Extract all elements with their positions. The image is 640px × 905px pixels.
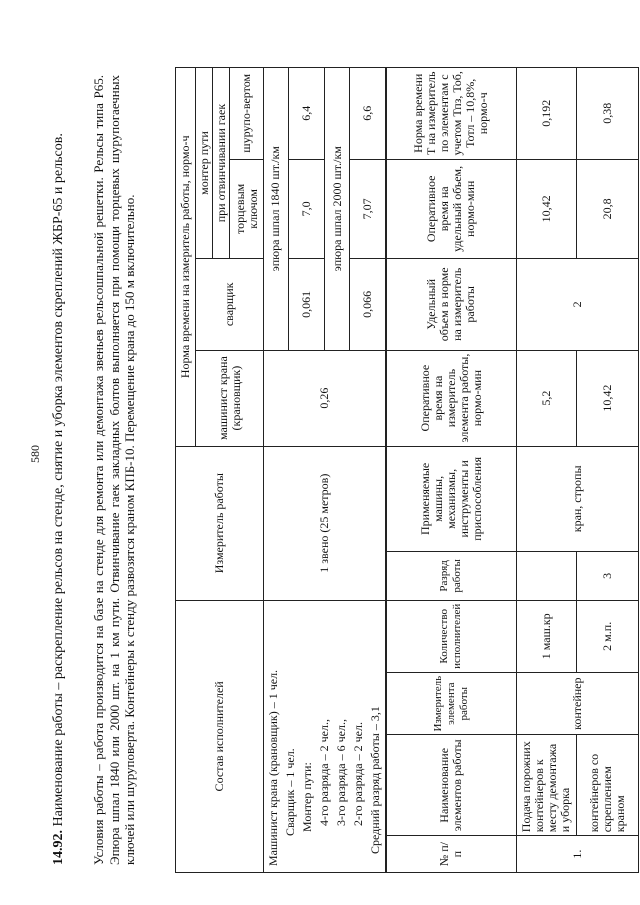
- section-heading: [50, 75, 67, 865]
- work-conditions: [91, 75, 138, 865]
- section-number: 14.92.: [51, 830, 66, 865]
- track-fitter-col: монтер пути: [196, 68, 213, 259]
- volume-value: 2: [516, 259, 638, 350]
- norm-t-b: 0,38: [576, 68, 638, 160]
- screwdriver-norm-1840: 6,4: [288, 68, 325, 160]
- welder-norm-1840: 0,061: [288, 259, 325, 350]
- grade-empty: [516, 552, 576, 601]
- op-time-b: 10,42: [576, 350, 638, 446]
- col-header-name: Наименование элементов работы: [386, 735, 516, 836]
- element-name-part2: контейнеров со скреплением краном: [576, 735, 638, 836]
- op-time-a: 5,2: [516, 350, 576, 446]
- conditions-text: – работа производится на базе на стенде для ремонта или демонтажа звеньев рельсошпальной решетки. Рельсы типа Р65. Эпюра шпал 1840 или 2000 шт. на 1 км пути. Отвинчивание гаек закладных болтов выполняется при помощи торцевых шурупогаечных ключей или шуруповерта. Контейнеры к стенду развозятся краном КПБ-10. Перемещение крана до 150 м включительно.: [91, 75, 138, 865]
- col-header-norm-t: Норма времени Т на измеритель по элементам с учетом Тпз, Тоб, Тотл – 10,8%, нормо-ч: [386, 68, 516, 160]
- crane-operator-norm: 0,26: [264, 350, 387, 446]
- grade-value: 3: [576, 552, 638, 601]
- norm-t-a: 0,192: [516, 68, 576, 160]
- op-time-volume-a: 10,42: [516, 159, 576, 259]
- col-header-tools: Применяемые машины, механизмы, инструменты и приспособления: [386, 446, 516, 551]
- page-number: 580: [28, 445, 42, 463]
- conditions-label: Условия работы: [91, 775, 106, 865]
- col-header-count: Количество исполнителей: [386, 600, 516, 672]
- col-header-meter: Измеритель элемента работы: [386, 672, 516, 735]
- crane-operator-col: машинист крана (крановщик): [196, 350, 264, 446]
- section-title: Наименование работы – раскрепление рельсов на стенде, снятие и уборка элементов скреплений ЖБР-65 и рельсов.: [51, 133, 66, 827]
- wrench-norm-1840: 7,0: [288, 159, 325, 259]
- nut-unscrewing-col: при отвинчивании гаек: [213, 68, 230, 259]
- crew-line: Средний разряд работы – 3,1: [368, 706, 382, 854]
- crew-list: [264, 600, 387, 872]
- work-meter-value: 1 звено (25 метров): [264, 446, 387, 600]
- count-crane-operator: 1 маш.кр: [516, 600, 576, 672]
- crew-line: Машинист крана (крановщик) – 1 чел.: [266, 669, 280, 866]
- element-meter: контейнер: [516, 672, 638, 735]
- col-header-num: № п/п: [386, 836, 516, 873]
- end-wrench-col: торцевым ключом: [230, 159, 264, 259]
- epure-2000-label: эпюра шпал 2000 шт./км: [325, 68, 350, 351]
- work-meter-header: Измеритель работы: [176, 446, 264, 600]
- element-name-part1: Подача порожних контейнеров к месту демонтажа и уборка: [516, 735, 576, 836]
- tools-value: кран, стропы: [516, 446, 638, 551]
- col-header-grade: Разряд работы: [386, 552, 516, 601]
- col-header-op-time: Оперативное время на измеритель элемента работы, нормо-мин: [386, 350, 516, 446]
- epure-1840-label: эпюра шпал 1840 шт./км: [264, 68, 289, 351]
- crew-line: Сварщик – 1 чел.: [283, 748, 297, 836]
- col-header-volume: Удельный объем в норме на измеритель работы: [386, 259, 516, 350]
- welder-norm-2000: 0,066: [349, 259, 386, 350]
- crew-line: 4-го разряда – 2 чел.,: [317, 719, 331, 826]
- norms-table: [175, 67, 639, 873]
- row-num: 1.: [516, 836, 638, 873]
- wrench-norm-2000: 7,07: [349, 159, 386, 259]
- time-norm-header: Норма времени на измеритель работы, нормо-ч: [176, 68, 196, 447]
- screwdriver-col: шурупо-вертом: [230, 68, 264, 160]
- crew-line: Монтер пути:: [300, 762, 314, 832]
- op-time-volume-b: 20,8: [576, 159, 638, 259]
- crew-line: 2-го разряда – 2 чел.: [351, 722, 365, 826]
- col-header-op-time-volume: Оперативное время на удельный объем, нормо-мин: [386, 159, 516, 259]
- count-track-fitters: 2 м.п.: [576, 600, 638, 672]
- welder-col: сварщик: [196, 259, 264, 350]
- screwdriver-norm-2000: 6,6: [349, 68, 386, 160]
- crew-composition-header: Состав исполнителей: [176, 600, 264, 872]
- crew-line: 3-го разряда – 6 чел.,: [334, 719, 348, 826]
